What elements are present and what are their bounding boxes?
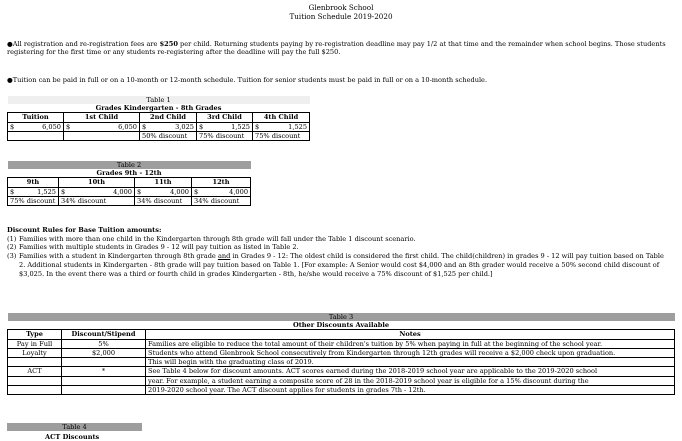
fees-paragraph xyxy=(7,40,672,56)
fees-text-post: per child. Returning students paying by re-registration deadline may pay 1/2 at that time and the remainder when school begins. Those students registering for the first time or any students re-registering after the deadline will pay the full $250. xyxy=(7,40,666,57)
table-row: ACT * See Table 4 below for discount amounts. ACT scores earned during the 2018-2019 school year are applicable to the 2019-2020 school xyxy=(8,367,675,376)
school-name: Glenbrook School xyxy=(308,3,374,12)
table-row: Pay in Full 5% Families are eligible to reduce the total amount of their children's tuition by 5% when paying in full at the beginning of the school year. xyxy=(8,339,675,348)
rule-item: (1) Families with more than one child in the Kindergarten through 8th grade will fall under the Table 1 discount scenario. xyxy=(7,234,416,243)
discount-rules xyxy=(7,226,672,278)
table-2-amount: $ 4,000 xyxy=(135,187,192,196)
table-row: year. For example, a student earning a composite score of 28 in the 2018-2019 school year is eligible for a 15% discount during the xyxy=(8,376,675,385)
table-1-amount: $ 6,050 xyxy=(8,122,64,131)
table-1-header: 3rd Child xyxy=(197,113,253,122)
table-3-header: Type xyxy=(8,330,62,339)
table-2-header: 11th xyxy=(135,178,192,187)
table-2-amount: $ 1,525 xyxy=(8,187,59,196)
document-subtitle: Tuition Schedule 2019-2020 xyxy=(289,12,393,22)
table-row: This will begin with the graduating class of 2019. xyxy=(8,358,675,367)
table-1-discount xyxy=(8,131,64,140)
table-3-label: Table 3 xyxy=(328,313,354,321)
table-2-discount: 34% discount xyxy=(59,196,135,205)
table-1-discount: 50% discount xyxy=(140,131,197,140)
table-1-discount: 75% discount xyxy=(197,131,253,140)
table-3 xyxy=(7,313,675,395)
table-1-discount xyxy=(64,131,140,140)
discount-rules-title: Discount Rules for Base Tuition amounts: xyxy=(7,226,162,234)
table-3-header: Notes xyxy=(146,330,675,339)
table-2-amount: $ 4,000 xyxy=(192,187,251,196)
table-row: 2019-2020 school year. The ACT discount applies for students in grades 7th - 12th. xyxy=(8,385,675,394)
table-2-discount: 34% discount xyxy=(135,196,192,205)
table-2-header: 9th xyxy=(8,178,59,187)
table-1-label: Table 1 xyxy=(146,96,171,104)
table-2-discount: 75% discount xyxy=(8,196,59,205)
table-1-amount: $ 6,050 xyxy=(64,122,140,131)
table-3-title: Other Discounts Available xyxy=(292,321,390,330)
table-4 xyxy=(7,423,142,431)
table-2 xyxy=(7,161,251,206)
fees-text-pre: ●All registration and re-registration fees are xyxy=(7,40,160,48)
table-1 xyxy=(7,96,310,141)
table-1-amount: $ 1,525 xyxy=(253,122,310,131)
table-2-header: 12th xyxy=(192,178,251,187)
table-3-header: Discount/Stipend xyxy=(62,330,146,339)
table-1-header: 4th Child xyxy=(253,113,310,122)
table-1-header: 2nd Child xyxy=(140,113,197,122)
table-2-header: 10th xyxy=(59,178,135,187)
payment-paragraph: ●Tuition can be paid in full or on a 10-month or 12-month schedule. Tuition for senior students must be paid in full or on a 10-month schedule. xyxy=(7,76,488,84)
table-1-header: Tuition xyxy=(8,113,64,122)
table-4-title: ACT Discounts xyxy=(45,433,100,441)
fees-amount: $250 xyxy=(159,40,178,48)
table-2-label: Table 2 xyxy=(116,161,142,169)
table-1-amount: $ 1,525 xyxy=(197,122,253,131)
table-row: Loyalty $2,000 Students who attend Glenbrook School consecutively from Kindergarten through 12th grades will receive a $2,000 check upon graduation. xyxy=(8,348,675,357)
rule-item: (3) Families with a student in Kindergarten through 8th grade and in Grades 9 - 12: The oldest child is considered the first child. The child(children) in grades 9 - 12 will pay tuition based on Table 2. Additional students in Kindergarten - 8th grade will pay tuition based on Table 1. [For example: A Senior would cost $4,000 and an 8th grader would receive a 50% second child discount of $3,025. In the event there was a third or fourth child in grades Kindergarten - 8th, he/she would receive a 75% discount of $1,525 per child.] xyxy=(7,252,664,278)
rule-item: (2) Families with multiple students in Grades 9 - 12 will pay tuition as listed in Table 2. xyxy=(7,243,299,252)
table-2-title: Grades 9th - 12th xyxy=(96,169,162,178)
table-1-amount: $ 3,025 xyxy=(140,122,197,131)
table-4-label: Table 4 xyxy=(62,423,87,431)
table-1-title: Grades Kindergarten - 8th Grades xyxy=(95,104,222,113)
table-2-amount: $ 4,000 xyxy=(59,187,135,196)
document-header xyxy=(0,3,682,22)
table-2-discount: 34% discount xyxy=(192,196,251,205)
table-1-header: 1st Child xyxy=(64,113,140,122)
table-1-discount: 75% discount xyxy=(253,131,310,140)
